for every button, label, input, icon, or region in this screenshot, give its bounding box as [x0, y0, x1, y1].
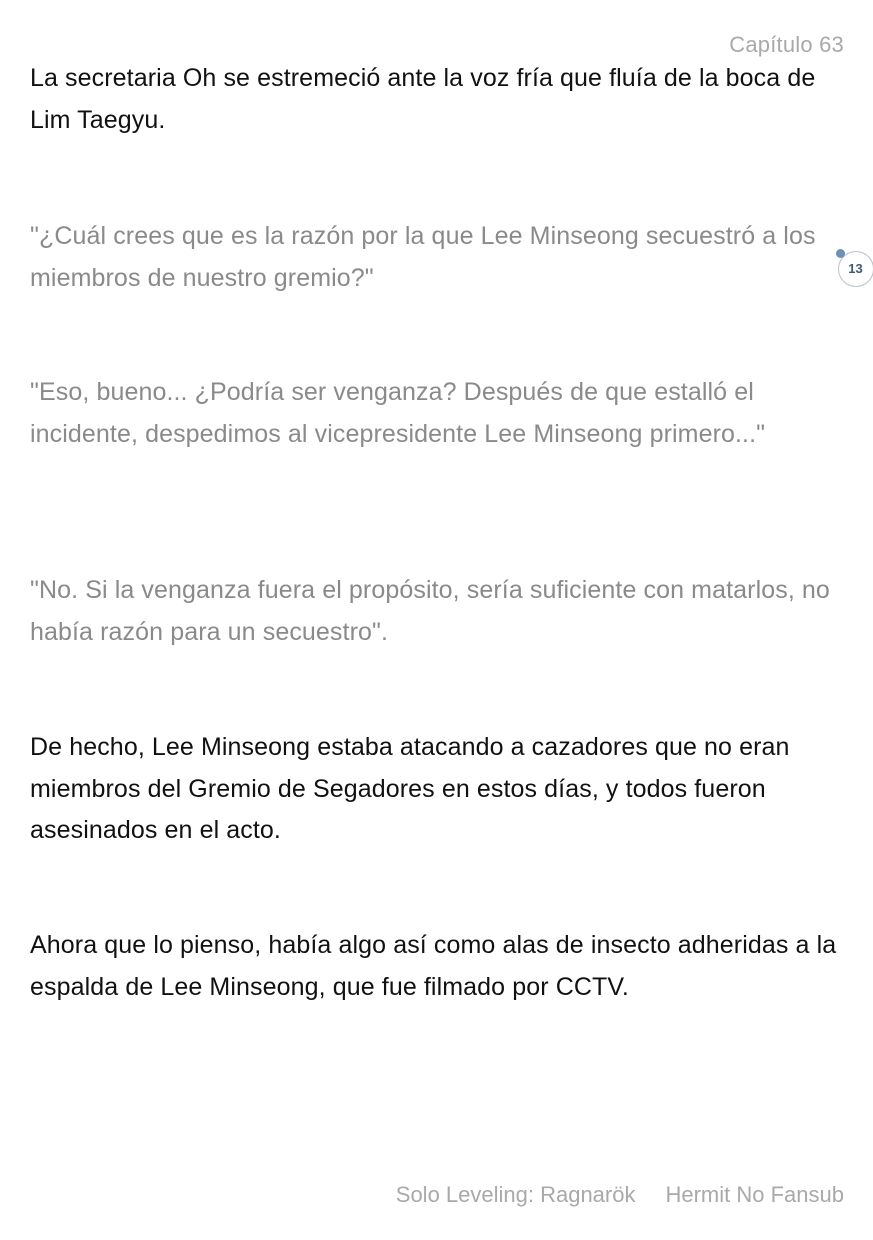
footer — [396, 1182, 844, 1208]
page-number: 13 — [848, 261, 863, 276]
narration-paragraph: Ahora que lo pienso, había algo así como alas de insecto adheridas a la espalda de Lee Minseong, que fue filmado por CCTV. — [30, 931, 837, 1001]
narration-paragraph: De hecho, Lee Minseong estaba atacando a cazadores que no eran miembros del Gremio de Segadores en estos días, y todos fueron asesinados en el acto. — [30, 733, 790, 844]
dialogue-paragraph: "No. Si la venganza fuera el propósito, sería suficiente con matarlos, no había razón para un secuestro". — [30, 576, 830, 646]
footer-title: Solo Leveling: Ragnarök — [395, 1182, 636, 1207]
footer-credit: Hermit No Fansub — [665, 1182, 844, 1207]
dialogue-paragraph: "Eso, bueno... ¿Podría ser venganza? Después de que estalló el incidente, despedimos al vicepresidente Lee Minseong primero..." — [30, 378, 766, 448]
chapter-label: Capítulo 63 — [729, 32, 844, 57]
narration-paragraph: La secretaria Oh se estremeció ante la voz fría que fluía de la boca de Lim Taegyu. — [30, 64, 816, 134]
dialogue-paragraph: "¿Cuál crees que es la razón por la que Lee Minseong secuestró a los miembros de nuestro gremio?" — [30, 222, 816, 292]
page-number-marker[interactable] — [838, 251, 873, 287]
